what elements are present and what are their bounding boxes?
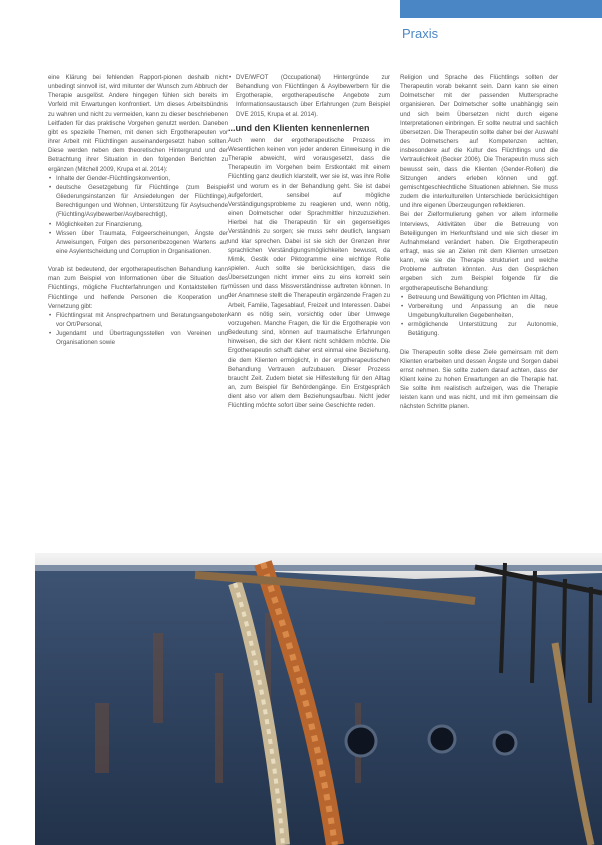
list-item: • Möglichkeiten zur Finanzierung, <box>56 220 228 229</box>
paragraph: eine Klärung bei fehlenden Rapport-pionen deshalb nicht unbedingt sinnvoll ist, wird mitunter der Wunsch zum Abbruch der Therapie ausgelöst. Andere hingegen fühlen sich bereits im Vorfeld mit Erwartungen konfrontiert. Um dieses Arbeitsbündnis zu wahren und nicht zu vermeiden, kann zu dieser beschriebenen Leitfaden für das praktische Vorgehen genutzt werden. Daneben gibt es spezielle Themen, mit denen sich Ergotherapeuten vor ihrer Arbeit mit Flüchtlingen auseinandergesetzt haben sollten. Diese werden neben dem theoretischen Hintergrund und der Betrachtung ihrer Situation in den folgenden Berichten zu ergänzen (Mitchell 2009, Krupa et al. 2014): <box>48 74 228 173</box>
text-column-3 <box>400 73 558 412</box>
list-item: • Wissen über Traumata, Folgeerscheinungen, Ängste der Anweisungen, Folgen des personenbezogenen Wartens auf eine Asylentscheidung und Corruption in Organisationen. <box>56 229 228 256</box>
list-item: • Flüchtlingsrat mit Ansprechpartnern und Beratungsangeboten vor Ort/Personal, <box>56 311 228 329</box>
list-item: • DVE/WFOT (Occupational) Hintergründe zur Behandlung von Flüchtlingen & Asylbewerbern für die Ergotherapie, ergotherapeutische Angebote zum Informationsaustausch über Erfahrungen (zum Beispiel DVE 2015, Krupa et al. 2014). <box>236 73 390 119</box>
paragraph: Die Therapeutin sollte diese Ziele gemeinsam mit dem Klienten erarbeiten und dessen Ängste und Sorgen dabei ernst nehmen. Sie sollte zudem darauf achten, dass der Klient keine zu hohen Erwartungen an die Therapie hat. Sie sollte ihm realistisch aufzeigen, was die Therapie leisten kann und was nicht, und mit ihm gemeinsam die nächsten Schritte planen. <box>400 348 558 411</box>
text-column-2 <box>228 73 390 410</box>
list-item: • Jugendamt und Übertragungsstellen von Vereinen und Organisationen sowie <box>56 329 228 347</box>
list-item: • Vorbereitung und Anpassung an die neue Umgebung/kulturellen Gegebenheiten, <box>408 302 558 320</box>
list-item: • Inhalte der Gender-Flüchtlingskonvention, <box>56 174 228 183</box>
list-item: • deutsche Gesetzgebung für Flüchtlinge (zum Beispiel Gliederungsinstanzen für Ansiedelungen der Flüchtlinge), Berechtigungen und Wohnen, Unterstützung für Asylsuchende (Flüchtling/Asylbewerber/Asylberechtigt), <box>56 183 228 220</box>
bullet-list <box>400 293 558 339</box>
ship-hull-photo <box>35 553 602 845</box>
text-column-1 <box>48 73 228 348</box>
header-accent-bar <box>400 0 602 18</box>
section-title: Praxis <box>402 26 439 41</box>
paragraph: Bei der Zielformulierung gehen vor allem informelle Interviews, Aktivitäten über die Betreuung von Beteiligungen im Herkunftsland und wie sich dieser im Aufnahmeland verändert haben. Die Ergotherapeutin erfragt, was sie an Zielen mit dem Klienten umsetzen kann, wie sie die Therapie strukturiert und welche Probleme auftreten könnten. Aus den Gesprächen ergeben sich zum Beispiel folgende für die ergotherapeutische Behandlung: <box>400 211 558 292</box>
list-item: • Betreuung und Bewältigung von Pflichten im Alltag, <box>408 293 558 302</box>
paragraph: Religion und Sprache des Flüchtlings sollten der Therapeutin vorab bekannt sein. Dann kann sie einen Dolmetscher mit der passenden Muttersprache organisieren. Der Dolmetscher sollte unabhängig sein und sich beim Übersetzen nicht durch eigene Interpretationen einbringen. Er sollte neutral und sachlich übersetzen. Die Therapeutin sollte daher bei der Auswahl des Dolmetschers auf Kompetenzen achten, insbesondere auf die Kultur des Flüchtlings und die Vertraulichkeit (Becker 2006). Die Therapeutin muss sich bewusst sein, dass die Klienten (Gender-Rollen) die Sitzungen anders erleben können und ggf. gemischtgeschlechtliche Situationen ablehnen. Sie muss zudem die interkulturellen Unterschiede berücksichtigen und ihre eigenen Überzeugungen reflektieren. <box>400 74 558 210</box>
paragraph: Vorab ist bedeutend, der ergotherapeutischen Behandlung kann man zum Beispiel von Informationen über die Situation des Flüchtlings, mögliche Fluchterfahrungen und Kontaktstellen für Flüchtlinge und helfende Personen die Kooperation und Vernetzung gibt: <box>48 266 228 310</box>
paragraph: Auch wenn der ergotherapeutische Prozess im Wesentlichen keinen von jeder anderen Einweisung in die Therapie abweicht, wird vorausgesetzt, dass die Therapeutin im Vorgehen beim Erstkontakt mit einem Flüchtling ganz deutlich klarstellt, wer sie ist, was ihre Rolle ist und worum es in der Behandlung geht. Sie ist dabei aufgefordert, sensibel auf mögliche Verständigungsprobleme zu reagieren und, wenn nötig, einen Dolmetscher oder Sprachmittler hinzuzuziehen. Hierbei hat die Therapeutin für ein gegenseitiges Verständnis zu sorgen; sie muss sehr deutlich, langsam und klar sprechen. Dabei ist sie sich der Grenzen ihrer sprachlichen Verständigungsmöglichkeiten bewusst, da Mimik, Gestik oder Piktogramme eine wichtige Rolle spielen. Auch sollte sie berücksichtigen, dass die Übersetzungen nicht immer eins zu eins korrekt sein müssen und dass Missverständnisse auftreten können. In der Anamnese stellt die Therapeutin ergänzende Fragen zu Arbeit, Familie, Tagesablauf, Freizeit und Interessen. Dabei kann es nötig sein, vorsichtig oder über Umwege vorzugehen. Manche Fragen, die für die Ergotherapie von Bedeutung sind, können auf traumatische Erfahrungen hinweisen, die sich der Klient nicht schildern möchte. Die Ergotherapeutin schafft daher erst einmal eine Beziehung, die dem Klienten ermöglicht, in der ergotherapeutischen Behandlung Vertrauen aufzubauen. Dieser Prozess braucht Zeit. Zudem bietet sie Hilfestellung für den Alltag an, zum Beispiel für Behördengänge. Ein Erstgespräch dient also vor allem dem Beziehungsaufbau. Nicht jeder Flüchtling möchte sofort über seine Geschichte reden. <box>228 136 390 410</box>
list-item: • ermöglichende Unterstützung zur Autonomie, Betätigung. <box>408 320 558 338</box>
bullet-list <box>228 73 390 119</box>
bullet-list <box>48 311 228 348</box>
section-heading: ...und den Klienten kennenlernen <box>228 122 370 133</box>
bullet-list <box>48 174 228 256</box>
